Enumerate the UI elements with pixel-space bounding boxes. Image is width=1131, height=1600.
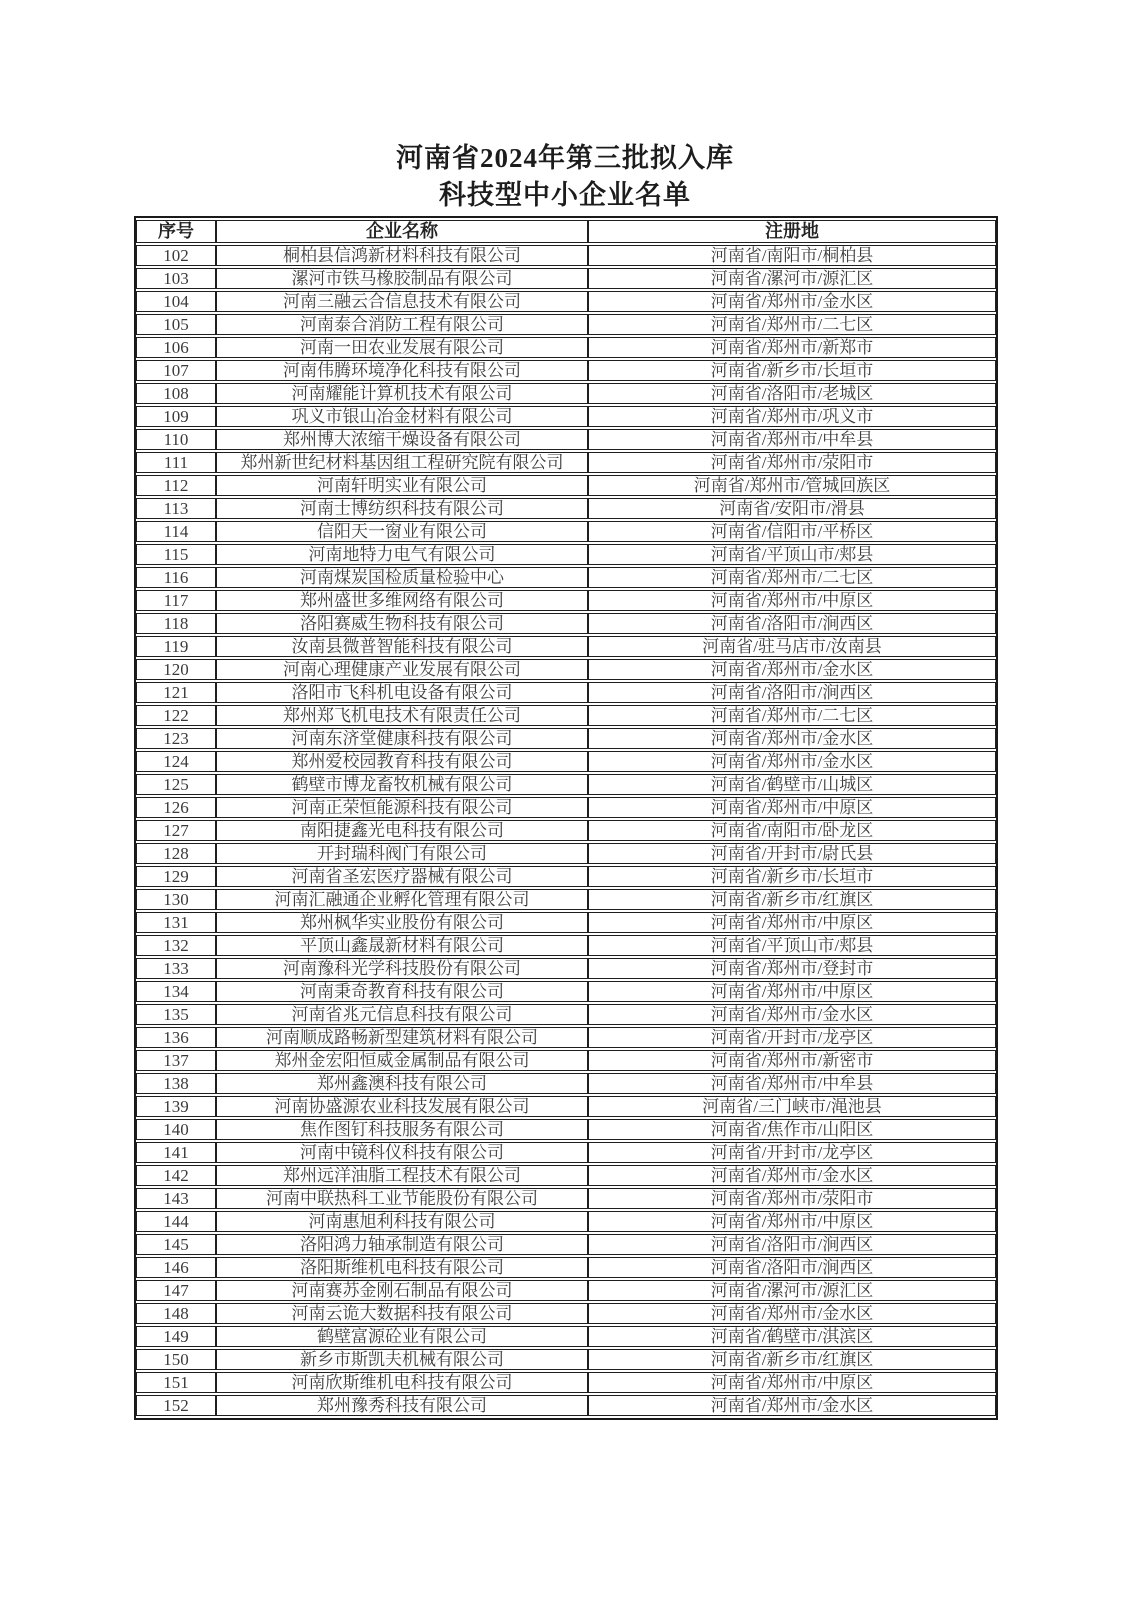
cell-index: 123 (136, 728, 216, 749)
table-row (136, 1303, 996, 1324)
cell-company-name: 郑州鑫澳科技有限公司 (216, 1073, 588, 1094)
document-title-line1: 河南省2024年第三批拟入库 (396, 143, 734, 173)
cell-registration: 河南省/郑州市/中牟县 (588, 429, 996, 450)
cell-company-name: 鹤壁富源砼业有限公司 (216, 1326, 588, 1347)
table-row (136, 636, 996, 657)
table-row (136, 797, 996, 818)
cell-company-name: 洛阳斯维机电科技有限公司 (216, 1257, 588, 1278)
cell-index: 117 (136, 590, 216, 611)
table-row (136, 1211, 996, 1232)
table-row (136, 1395, 996, 1416)
cell-registration: 河南省/郑州市/中原区 (588, 1372, 996, 1393)
cell-registration: 河南省/平顶山市/郏县 (588, 935, 996, 956)
cell-registration: 河南省/郑州市/金水区 (588, 291, 996, 312)
cell-index: 144 (136, 1211, 216, 1232)
table-row (136, 1257, 996, 1278)
cell-index: 150 (136, 1349, 216, 1370)
cell-company-name: 河南秉奇教育科技有限公司 (216, 981, 588, 1002)
header-cell-company-name: 企业名称 (216, 220, 588, 243)
table-row (136, 498, 996, 519)
cell-company-name: 河南士博纺织科技有限公司 (216, 498, 588, 519)
table-row (136, 406, 996, 427)
cell-index: 111 (136, 452, 216, 473)
cell-company-name: 河南云诡大数据科技有限公司 (216, 1303, 588, 1324)
cell-index: 133 (136, 958, 216, 979)
cell-company-name: 河南东济堂健康科技有限公司 (216, 728, 588, 749)
cell-company-name: 郑州豫秀科技有限公司 (216, 1395, 588, 1416)
cell-index: 112 (136, 475, 216, 496)
cell-registration: 河南省/新乡市/红旗区 (588, 889, 996, 910)
cell-company-name: 河南三融云合信息技术有限公司 (216, 291, 588, 312)
cell-index: 127 (136, 820, 216, 841)
cell-registration: 河南省/郑州市/荥阳市 (588, 452, 996, 473)
table-row (136, 521, 996, 542)
cell-index: 151 (136, 1372, 216, 1393)
cell-registration: 河南省/洛阳市/涧西区 (588, 1234, 996, 1255)
cell-company-name: 河南地特力电气有限公司 (216, 544, 588, 565)
cell-company-name: 河南协盛源农业科技发展有限公司 (216, 1096, 588, 1117)
cell-company-name: 河南中镜科仪科技有限公司 (216, 1142, 588, 1163)
cell-index: 108 (136, 383, 216, 404)
cell-registration: 河南省/郑州市/登封市 (588, 958, 996, 979)
table-row (136, 958, 996, 979)
table-row (136, 1372, 996, 1393)
cell-registration: 河南省/郑州市/新密市 (588, 1050, 996, 1071)
cell-company-name: 河南煤炭国检质量检验中心 (216, 567, 588, 588)
cell-index: 137 (136, 1050, 216, 1071)
company-table-body (136, 245, 996, 1416)
cell-company-name: 河南欣斯维机电科技有限公司 (216, 1372, 588, 1393)
cell-index: 104 (136, 291, 216, 312)
table-row (136, 682, 996, 703)
cell-registration: 河南省/洛阳市/涧西区 (588, 613, 996, 634)
cell-registration: 河南省/郑州市/金水区 (588, 1395, 996, 1416)
cell-index: 115 (136, 544, 216, 565)
cell-company-name: 洛阳鸿力轴承制造有限公司 (216, 1234, 588, 1255)
company-table-header (136, 220, 996, 243)
cell-index: 139 (136, 1096, 216, 1117)
table-row (136, 337, 996, 358)
table-row (136, 1027, 996, 1048)
cell-index: 116 (136, 567, 216, 588)
cell-registration: 河南省/鹤壁市/淇滨区 (588, 1326, 996, 1347)
cell-registration: 河南省/开封市/龙亭区 (588, 1142, 996, 1163)
cell-index: 125 (136, 774, 216, 795)
cell-company-name: 漯河市铁马橡胶制品有限公司 (216, 268, 588, 289)
cell-registration: 河南省/郑州市/管城回族区 (588, 475, 996, 496)
cell-company-name: 河南正荣恒能源科技有限公司 (216, 797, 588, 818)
cell-company-name: 巩义市银山冶金材料有限公司 (216, 406, 588, 427)
table-row (136, 705, 996, 726)
cell-index: 141 (136, 1142, 216, 1163)
cell-company-name: 郑州郑飞机电技术有限责任公司 (216, 705, 588, 726)
cell-index: 138 (136, 1073, 216, 1094)
cell-registration: 河南省/漯河市/源汇区 (588, 268, 996, 289)
cell-registration: 河南省/开封市/龙亭区 (588, 1027, 996, 1048)
header-cell-registration: 注册地 (588, 220, 996, 243)
cell-index: 126 (136, 797, 216, 818)
cell-company-name: 河南轩明实业有限公司 (216, 475, 588, 496)
cell-index: 132 (136, 935, 216, 956)
table-row (136, 567, 996, 588)
table-row (136, 360, 996, 381)
cell-company-name: 信阳天一窗业有限公司 (216, 521, 588, 542)
cell-registration: 河南省/信阳市/平桥区 (588, 521, 996, 542)
table-row (136, 1326, 996, 1347)
cell-registration: 河南省/郑州市/中原区 (588, 912, 996, 933)
cell-registration: 河南省/郑州市/二七区 (588, 705, 996, 726)
cell-index: 114 (136, 521, 216, 542)
table-row (136, 1349, 996, 1370)
table-row (136, 383, 996, 404)
cell-registration: 河南省/新乡市/红旗区 (588, 1349, 996, 1370)
table-row (136, 935, 996, 956)
cell-company-name: 河南心理健康产业发展有限公司 (216, 659, 588, 680)
document-title-line2: 科技型中小企业名单 (439, 180, 691, 210)
table-row (136, 544, 996, 565)
table-row (136, 981, 996, 1002)
cell-index: 113 (136, 498, 216, 519)
table-row (136, 291, 996, 312)
cell-index: 105 (136, 314, 216, 335)
table-row (136, 820, 996, 841)
cell-index: 118 (136, 613, 216, 634)
cell-index: 152 (136, 1395, 216, 1416)
table-row (136, 1280, 996, 1301)
table-row (136, 1004, 996, 1025)
cell-company-name: 河南省圣宏医疗器械有限公司 (216, 866, 588, 887)
cell-registration: 河南省/洛阳市/涧西区 (588, 682, 996, 703)
cell-index: 128 (136, 843, 216, 864)
cell-registration: 河南省/郑州市/金水区 (588, 659, 996, 680)
cell-registration: 河南省/新乡市/长垣市 (588, 360, 996, 381)
table-row (136, 912, 996, 933)
cell-index: 142 (136, 1165, 216, 1186)
cell-index: 131 (136, 912, 216, 933)
cell-registration: 河南省/洛阳市/老城区 (588, 383, 996, 404)
cell-registration: 河南省/新乡市/长垣市 (588, 866, 996, 887)
cell-registration: 河南省/郑州市/荥阳市 (588, 1188, 996, 1209)
cell-registration: 河南省/南阳市/卧龙区 (588, 820, 996, 841)
cell-index: 148 (136, 1303, 216, 1324)
table-row (136, 728, 996, 749)
cell-registration: 河南省/鹤壁市/山城区 (588, 774, 996, 795)
cell-registration: 河南省/郑州市/二七区 (588, 314, 996, 335)
cell-index: 121 (136, 682, 216, 703)
cell-registration: 河南省/郑州市/金水区 (588, 728, 996, 749)
cell-company-name: 河南一田农业发展有限公司 (216, 337, 588, 358)
cell-registration: 河南省/郑州市/金水区 (588, 751, 996, 772)
table-row (136, 613, 996, 634)
cell-registration: 河南省/郑州市/中原区 (588, 981, 996, 1002)
cell-company-name: 鹤壁市博龙畜牧机械有限公司 (216, 774, 588, 795)
cell-registration: 河南省/开封市/尉氏县 (588, 843, 996, 864)
cell-company-name: 郑州金宏阳恒威金属制品有限公司 (216, 1050, 588, 1071)
table-row (136, 245, 996, 266)
cell-index: 143 (136, 1188, 216, 1209)
cell-registration: 河南省/郑州市/新郑市 (588, 337, 996, 358)
cell-index: 129 (136, 866, 216, 887)
table-row (136, 1050, 996, 1071)
table-row (136, 774, 996, 795)
cell-company-name: 河南顺成路畅新型建筑材料有限公司 (216, 1027, 588, 1048)
cell-company-name: 郑州爱校园教育科技有限公司 (216, 751, 588, 772)
cell-index: 110 (136, 429, 216, 450)
cell-company-name: 河南汇融通企业孵化管理有限公司 (216, 889, 588, 910)
cell-registration: 河南省/南阳市/桐柏县 (588, 245, 996, 266)
cell-registration: 河南省/平顶山市/郏县 (588, 544, 996, 565)
table-row (136, 1188, 996, 1209)
table-row (136, 1096, 996, 1117)
company-table (134, 216, 998, 1420)
table-row (136, 1119, 996, 1140)
cell-index: 147 (136, 1280, 216, 1301)
cell-registration: 河南省/郑州市/巩义市 (588, 406, 996, 427)
cell-index: 146 (136, 1257, 216, 1278)
table-row (136, 452, 996, 473)
cell-company-name: 洛阳市飞科机电设备有限公司 (216, 682, 588, 703)
cell-company-name: 河南省兆元信息科技有限公司 (216, 1004, 588, 1025)
cell-index: 124 (136, 751, 216, 772)
cell-registration: 河南省/洛阳市/涧西区 (588, 1257, 996, 1278)
cell-index: 120 (136, 659, 216, 680)
cell-company-name: 河南耀能计算机技术有限公司 (216, 383, 588, 404)
cell-registration: 河南省/郑州市/中原区 (588, 1211, 996, 1232)
table-row (136, 1142, 996, 1163)
cell-index: 103 (136, 268, 216, 289)
cell-company-name: 河南赛苏金刚石制品有限公司 (216, 1280, 588, 1301)
cell-index: 135 (136, 1004, 216, 1025)
cell-index: 145 (136, 1234, 216, 1255)
table-row (136, 889, 996, 910)
cell-registration: 河南省/安阳市/滑县 (588, 498, 996, 519)
table-row (136, 1073, 996, 1094)
table-row (136, 429, 996, 450)
cell-registration: 河南省/郑州市/金水区 (588, 1004, 996, 1025)
cell-company-name: 河南伟腾环境净化科技有限公司 (216, 360, 588, 381)
cell-registration: 河南省/漯河市/源汇区 (588, 1280, 996, 1301)
cell-company-name: 郑州枫华实业股份有限公司 (216, 912, 588, 933)
table-row (136, 843, 996, 864)
table-row (136, 1165, 996, 1186)
cell-company-name: 洛阳赛威生物科技有限公司 (216, 613, 588, 634)
cell-index: 136 (136, 1027, 216, 1048)
cell-registration: 河南省/郑州市/中牟县 (588, 1073, 996, 1094)
cell-index: 107 (136, 360, 216, 381)
cell-company-name: 南阳捷鑫光电科技有限公司 (216, 820, 588, 841)
cell-index: 109 (136, 406, 216, 427)
cell-company-name: 焦作图钉科技服务有限公司 (216, 1119, 588, 1140)
cell-index: 106 (136, 337, 216, 358)
cell-company-name: 汝南县微普智能科技有限公司 (216, 636, 588, 657)
cell-registration: 河南省/郑州市/二七区 (588, 567, 996, 588)
cell-registration: 河南省/焦作市/山阳区 (588, 1119, 996, 1140)
cell-company-name: 河南中联热科工业节能股份有限公司 (216, 1188, 588, 1209)
cell-company-name: 平顶山鑫晟新材料有限公司 (216, 935, 588, 956)
cell-company-name: 新乡市斯凯夫机械有限公司 (216, 1349, 588, 1370)
cell-index: 102 (136, 245, 216, 266)
cell-company-name: 桐柏县信鸿新材料科技有限公司 (216, 245, 588, 266)
cell-company-name: 郑州远洋油脂工程技术有限公司 (216, 1165, 588, 1186)
cell-company-name: 开封瑞科阀门有限公司 (216, 843, 588, 864)
table-row (136, 751, 996, 772)
cell-company-name: 郑州盛世多维网络有限公司 (216, 590, 588, 611)
cell-registration: 河南省/郑州市/金水区 (588, 1303, 996, 1324)
cell-index: 122 (136, 705, 216, 726)
cell-registration: 河南省/三门峡市/渑池县 (588, 1096, 996, 1117)
cell-registration: 河南省/郑州市/中原区 (588, 590, 996, 611)
cell-index: 149 (136, 1326, 216, 1347)
table-row (136, 1234, 996, 1255)
cell-registration: 河南省/郑州市/金水区 (588, 1165, 996, 1186)
cell-registration: 河南省/郑州市/中原区 (588, 797, 996, 818)
table-row (136, 314, 996, 335)
cell-registration: 河南省/驻马店市/汝南县 (588, 636, 996, 657)
header-row (136, 220, 996, 243)
cell-company-name: 郑州新世纪材料基因组工程研究院有限公司 (216, 452, 588, 473)
table-row (136, 268, 996, 289)
table-row (136, 475, 996, 496)
header-cell-index: 序号 (136, 220, 216, 243)
cell-index: 140 (136, 1119, 216, 1140)
cell-company-name: 河南惠旭利科技有限公司 (216, 1211, 588, 1232)
document-title (135, 0, 995, 214)
cell-company-name: 郑州博大浓缩干燥设备有限公司 (216, 429, 588, 450)
cell-index: 130 (136, 889, 216, 910)
cell-index: 119 (136, 636, 216, 657)
cell-company-name: 河南豫科光学科技股份有限公司 (216, 958, 588, 979)
cell-index: 134 (136, 981, 216, 1002)
table-row (136, 590, 996, 611)
table-row (136, 866, 996, 887)
table-row (136, 659, 996, 680)
cell-company-name: 河南泰合消防工程有限公司 (216, 314, 588, 335)
